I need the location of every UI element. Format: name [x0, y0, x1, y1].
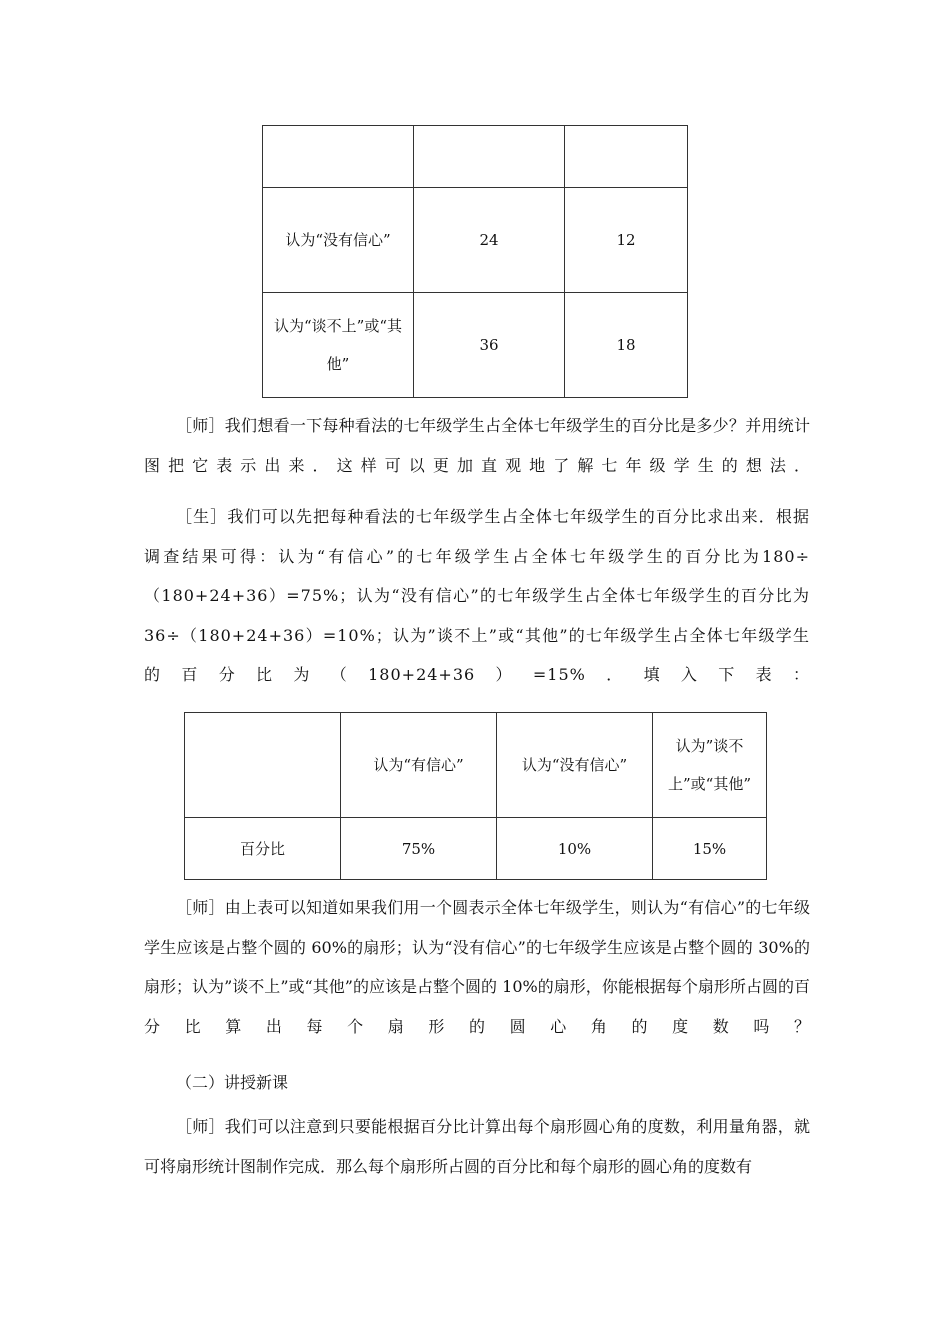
table-cell — [263, 126, 414, 188]
section-heading: （二）讲授新课 — [176, 1073, 289, 1092]
table-cell: 12 — [565, 188, 688, 293]
table-cell — [185, 713, 341, 818]
table-cell — [414, 126, 565, 188]
table-cell: 10% — [497, 818, 653, 880]
table-cell: 24 — [414, 188, 565, 293]
table-cell: 15% — [653, 818, 767, 880]
paragraph-teacher-sector: ［师］由上表可以知道如果我们用一个圆表示全体七年级学生，则认为“有信心”的七年级学生应该是占整个圆的 60%的扇形；认为“没有信心”的七年级学生应该是占整个圆的 30%的扇形；认为”谈不上”或“其他”的应该是占整个圆的 10%的扇形，你能根据每个扇形所占圆的百分比算出每个扇形的圆心角的度数吗？ — [144, 898, 810, 1036]
table-row — [263, 188, 688, 293]
table-row — [185, 818, 767, 880]
table-cell — [565, 126, 688, 188]
table-cell: 18 — [565, 293, 688, 398]
percentage-table — [184, 712, 767, 880]
table-cell: 75% — [341, 818, 497, 880]
column-header: 认为”谈不上”或“其他” — [653, 713, 767, 818]
paragraph-teacher-question: ［师］我们想看一下每种看法的七年级学生占全体七年级学生的百分比是多少？并用统计图把它表示出来．这样可以更加直观地了解七年级学生的想法． — [144, 416, 810, 475]
table-row — [185, 713, 767, 818]
table-cell: 36 — [414, 293, 565, 398]
row-label: 百分比 — [185, 818, 341, 880]
paragraph-student-answer: ［生］我们可以先把每种看法的七年级学生占全体七年级学生的百分比求出来．根据调查结果可得：认为“有信心”的七年级学生占全体七年级学生的百分比为180÷（180+24+36）=75%；认为“没有信心”的七年级学生占全体七年级学生的百分比为36÷（180+24+36）=10%；认为”谈不上”或“其他”的七年级学生占全体七年级学生的百分比为（180+24+36）=15%．填入下表： — [144, 507, 810, 684]
table-row — [263, 126, 688, 188]
table-row — [263, 293, 688, 398]
paragraph-teacher-lesson: ［师］我们可以注意到只要能根据百分比计算出每个扇形圆心角的度数，利用量角器，就可将扇形统计图制作完成．那么每个扇形所占圆的百分比和每个扇形的圆心角的度数有 — [144, 1117, 810, 1176]
column-header: 认为“有信心” — [341, 713, 497, 818]
survey-count-table — [262, 125, 688, 398]
column-header: 认为“没有信心” — [497, 713, 653, 818]
row-label: 认为“谈不上”或“其他” — [263, 293, 414, 398]
row-label: 认为“没有信心” — [263, 188, 414, 293]
